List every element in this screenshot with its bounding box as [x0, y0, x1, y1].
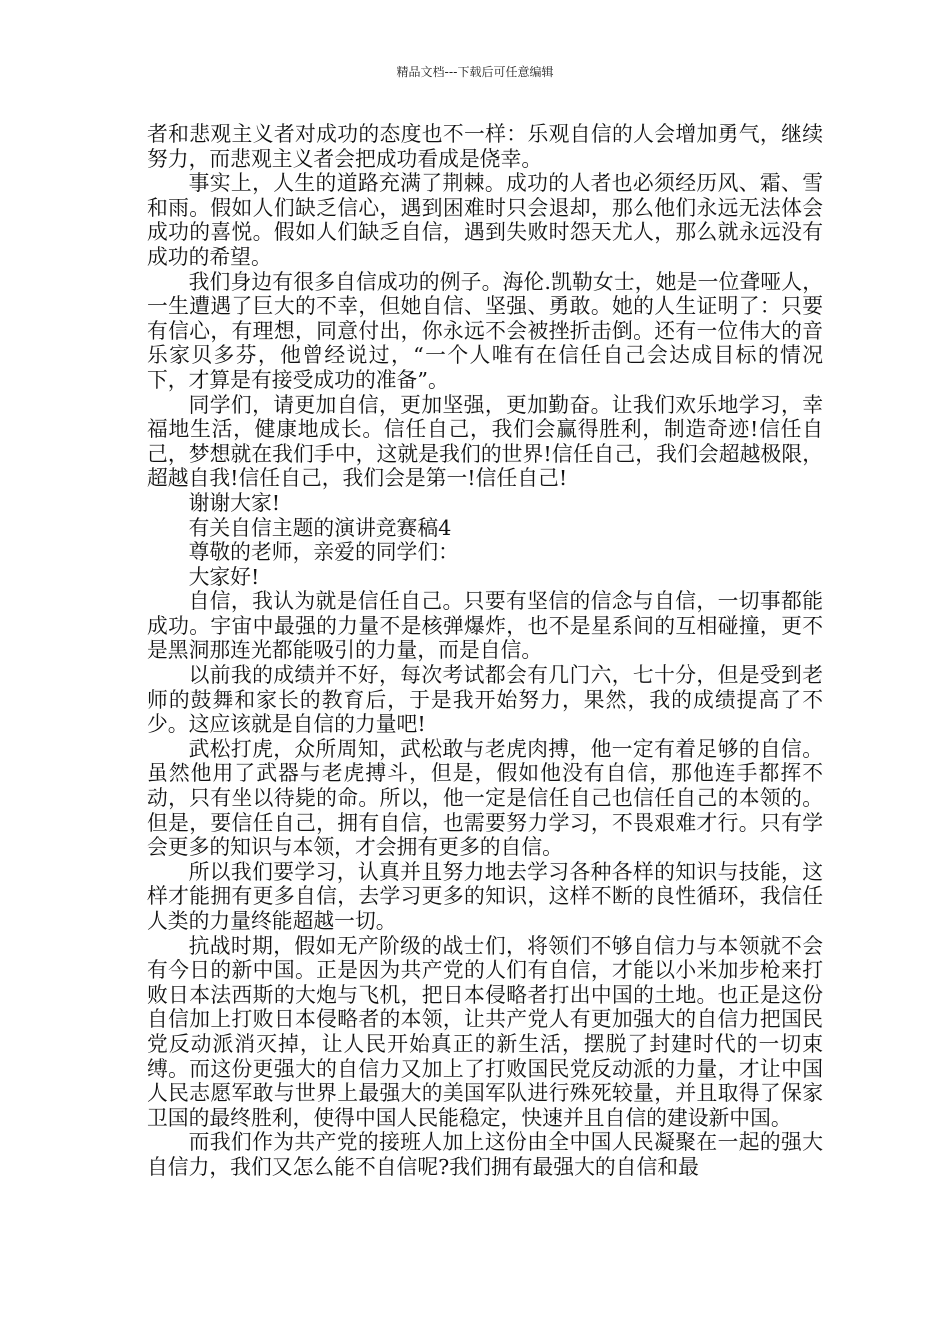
paragraph: 抗战时期，假如无产阶级的战士们，将领们不够自信力与本领就不会有今日的新中国。正是因为共产党的人们有自信，才能以小米加步枪来打败日本法西斯的大炮与飞机，把日本侵略者打出中国的土地。也正是这份自信加上打败日本侵略者的本领，让共产党人有更加强大的自信力把国民党反动派消灭掉，让人民开始真正的新生活，摆脱了封建时代的一切束缚。而这份更强大的自信力又加上了打败国民党反动派的力量，才让中国人民志愿军敢与世界上最强大的美国军队进行殊死较量，并且取得了保家卫国的最终胜利，使得中国人民能稳定，快速并且自信的建设新中国。 [147, 933, 823, 1130]
paragraph: 以前我的成绩并不好，每次考试都会有几门六，七十分，但是受到老师的鼓舞和家长的教育后，于是我开始努力，果然，我的成绩提高了不少。这应该就是自信的力量吧! [147, 663, 823, 737]
salutation: 尊敬的老师，亲爱的同学们： [188, 540, 459, 565]
paragraph: 武松打虎，众所周知，武松敢与老虎肉搏，他一定有着足够的自信。虽然他用了武器与老虎搏斗，但是，假如他没有自信，那他连手都挥不动，只有坐以待毙的命。所以，他一定是信任自己也信任自己的本领的。但是，要信任自己，拥有自信，也需要努力学习，不畏艰难才行。只有学会更多的知识与本领，才会拥有更多的自信。 [147, 736, 823, 860]
paragraph: 者和悲观主义者对成功的态度也不一样：乐观自信的人会增加勇气，继续努力，而悲观主义者会把成功看成是侥幸。 [147, 122, 823, 171]
document-body [147, 122, 823, 1180]
paragraph: 我们身边有很多自信成功的例子。海伦.凯勒女士，她是一位聋哑人，一生遭遇了巨大的不幸，但她自信、坚强、勇敢。她的人生证明了：只要有信心，有理想，同意付出，你永远不会被挫折击倒。还有一位伟大的音乐家贝多芬，他曾经说过，“一个人唯有在信任自己会达成目标的情况下，才算是有接受成功的准备”。 [147, 269, 823, 392]
closing-line: 谢谢大家! [188, 490, 281, 515]
paragraph: 所以我们要学习，认真并且努力地去学习各种各样的知识与技能，这样才能拥有更多自信，去学习更多的知识，这样不断的良性循环，我信任人类的力量终能超越一切。 [147, 859, 823, 933]
section-title: 有关自信主题的演讲竞赛稿4 [188, 515, 452, 540]
page-header: 精品文档---下载后可任意编辑 [396, 65, 554, 79]
paragraph: 事实上，人生的道路充满了荆棘。成功的人者也必须经历风、霜、雪和雨。假如人们缺乏信心，遇到困难时只会退却，那么他们永远无法体会成功的喜悦。假如人们缺乏自信，遇到失败时怨天尤人，那么就永远没有成功的希望。 [147, 171, 823, 269]
paragraph: 而我们作为共产党的接班人加上这份由全中国人民凝聚在一起的强大自信力，我们又怎么能不自信呢?我们拥有最强大的自信和最 [147, 1130, 823, 1179]
paragraph: 自信，我认为就是信任自己。只要有坚信的信念与自信，一切事都能成功。宇宙中最强的力量不是核弹爆炸，也不是星系间的互相碰撞，更不是黑洞那连光都能吸引的力量，而是自信。 [147, 589, 823, 663]
greeting: 大家好! [188, 564, 260, 589]
paragraph: 同学们，请更加自信，更加坚强，更加勤奋。让我们欢乐地学习，幸福地生活，健康地成长。信任自己，我们会赢得胜利，制造奇迹!信任自己，梦想就在我们手中，这就是我们的世界!信任自己，我们会超越极限，超越自我!信任自己，我们会是第一!信任自己! [147, 392, 823, 491]
